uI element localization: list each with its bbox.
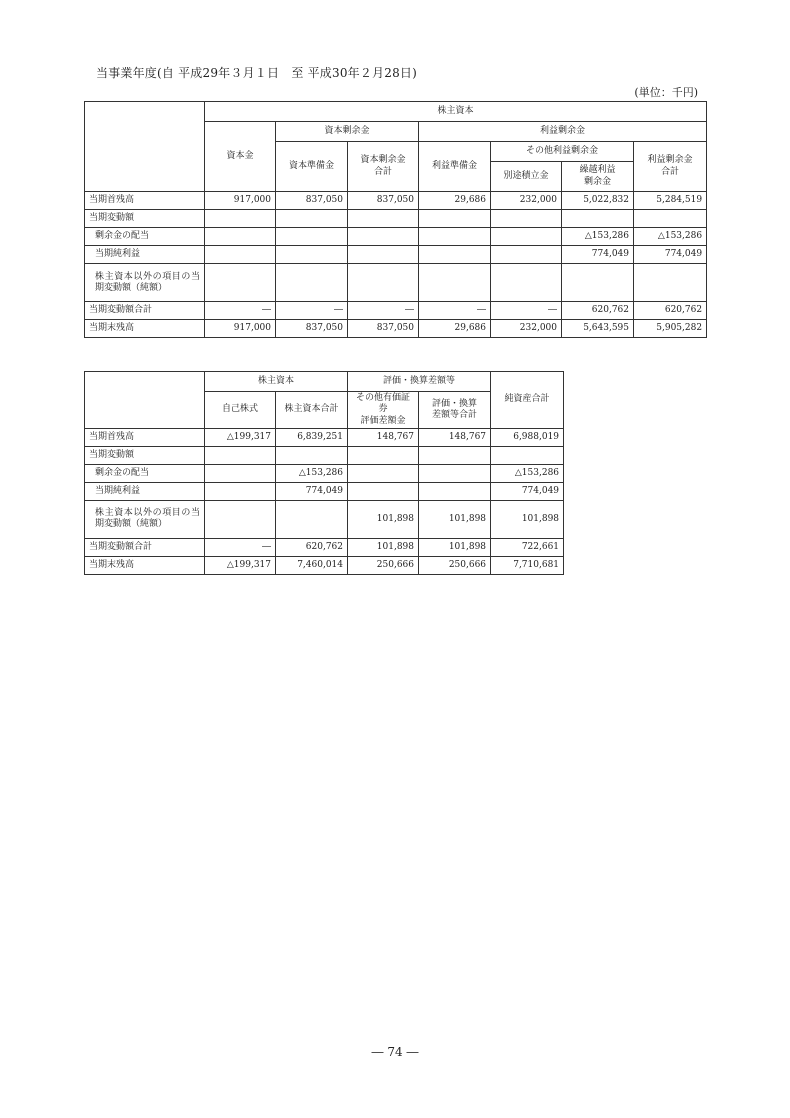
table-row (85, 210, 707, 228)
page-number: ― 74 ― (371, 1045, 419, 1059)
table-cell: ― (348, 302, 419, 320)
table-cell: ― (419, 302, 491, 320)
table-row (85, 302, 707, 320)
table-cell (205, 464, 276, 482)
table-cell: 722,661 (491, 538, 564, 556)
table-cell: 5,905,282 (634, 320, 707, 338)
header-shareholders-equity: 株主資本 (205, 372, 348, 392)
header-net-assets-total: 純資産合計 (491, 372, 564, 429)
header-capital-surplus: 資本剰余金 (276, 122, 419, 142)
table-cell (419, 264, 491, 302)
table-cell (276, 228, 348, 246)
row-label: 株主資本以外の項目の当期変動額（純額） (85, 500, 205, 538)
table-cell: 7,460,014 (276, 556, 348, 574)
table-cell: 837,050 (348, 192, 419, 210)
row-label: 株主資本以外の項目の当期変動額（純額） (85, 264, 205, 302)
table-row (85, 538, 564, 556)
header-valuation-total: 評価・換算 差額等合計 (419, 392, 491, 429)
table-cell: 774,049 (562, 246, 634, 264)
table-cell: 5,284,519 (634, 192, 707, 210)
table-cell: ― (205, 538, 276, 556)
table-cell (348, 246, 419, 264)
header-carried-forward: 繰越利益 剰余金 (562, 162, 634, 192)
table-cell (205, 210, 276, 228)
table-cell (276, 446, 348, 464)
table-cell (205, 264, 276, 302)
header-capital-stock: 資本金 (205, 122, 276, 192)
table-cell: 101,898 (419, 500, 491, 538)
table-cell: 837,050 (276, 192, 348, 210)
table-cell (348, 482, 419, 500)
table-cell (419, 482, 491, 500)
table-cell (562, 210, 634, 228)
table-cell: 6,988,019 (491, 428, 564, 446)
table-cell: 101,898 (419, 538, 491, 556)
table-cell (419, 246, 491, 264)
row-label: 当期変動額合計 (85, 538, 205, 556)
table-cell: 7,710,681 (491, 556, 564, 574)
table-cell (205, 446, 276, 464)
table-cell (491, 264, 562, 302)
row-label: 当期変動額合計 (85, 302, 205, 320)
table-cell: △153,286 (562, 228, 634, 246)
table-cell: 148,767 (348, 428, 419, 446)
table-cell: 620,762 (634, 302, 707, 320)
equity-changes-table-1 (84, 101, 707, 338)
table-cell (205, 246, 276, 264)
table-row (85, 500, 564, 538)
table-cell (491, 228, 562, 246)
table-cell: 837,050 (348, 320, 419, 338)
table-cell (419, 210, 491, 228)
row-label: 剰余金の配当 (85, 464, 205, 482)
table-cell: 29,686 (419, 320, 491, 338)
table-row (85, 320, 707, 338)
table-cell (634, 210, 707, 228)
table-row (85, 228, 707, 246)
table-row (85, 464, 564, 482)
table-cell: △153,286 (276, 464, 348, 482)
table-cell (205, 228, 276, 246)
row-label: 当期首残高 (85, 192, 205, 210)
table-cell: 232,000 (491, 192, 562, 210)
header-retained-earnings: 利益剰余金 (419, 122, 707, 142)
header-valuation: 評価・換算差額等 (348, 372, 491, 392)
table-cell: 29,686 (419, 192, 491, 210)
table-cell (276, 210, 348, 228)
header-shareholders-equity: 株主資本 (205, 102, 707, 122)
table-cell: 250,666 (348, 556, 419, 574)
table-cell: 917,000 (205, 320, 276, 338)
header-retained-total: 利益剰余金 合計 (634, 142, 707, 192)
table-row (85, 246, 707, 264)
table-row (85, 556, 564, 574)
table-cell: 6,839,251 (276, 428, 348, 446)
table-cell: ― (491, 302, 562, 320)
table-cell (276, 264, 348, 302)
row-label: 当期純利益 (85, 482, 205, 500)
table-cell: 620,762 (562, 302, 634, 320)
table-cell (491, 246, 562, 264)
table-cell: △199,317 (205, 428, 276, 446)
table-cell: 837,050 (276, 320, 348, 338)
header-securities-valuation: その他有価証券 評価差額金 (348, 392, 419, 429)
table-cell (562, 264, 634, 302)
row-label: 当期末残高 (85, 320, 205, 338)
table-row (85, 192, 707, 210)
row-label: 当期変動額 (85, 446, 205, 464)
table-cell: 774,049 (491, 482, 564, 500)
row-label: 剰余金の配当 (85, 228, 205, 246)
table-cell (419, 446, 491, 464)
table-cell (634, 264, 707, 302)
table-row (85, 482, 564, 500)
table-cell: △153,286 (634, 228, 707, 246)
equity-changes-table-2 (84, 371, 564, 575)
header-capital-surplus-total: 資本剰余金 合計 (348, 142, 419, 192)
table-cell (348, 228, 419, 246)
table-cell (276, 246, 348, 264)
header-other-retained: その他利益剰余金 (491, 142, 634, 162)
table-cell: 250,666 (419, 556, 491, 574)
table-cell (419, 464, 491, 482)
table-cell: 101,898 (348, 538, 419, 556)
table-cell (491, 446, 564, 464)
table-cell: 5,022,832 (562, 192, 634, 210)
row-label: 当期変動額 (85, 210, 205, 228)
header-treasury-stock: 自己株式 (205, 392, 276, 429)
table-cell: 232,000 (491, 320, 562, 338)
row-label: 当期純利益 (85, 246, 205, 264)
table-cell: 620,762 (276, 538, 348, 556)
table-cell: 774,049 (634, 246, 707, 264)
table-row (85, 446, 564, 464)
table-cell: △153,286 (491, 464, 564, 482)
header-legal-retained: 利益準備金 (419, 142, 491, 192)
table-cell (348, 446, 419, 464)
table-cell: 774,049 (276, 482, 348, 500)
table-row (85, 264, 707, 302)
table-cell: 101,898 (348, 500, 419, 538)
header-general-reserve: 別途積立金 (491, 162, 562, 192)
table-cell (348, 464, 419, 482)
table-cell: △199,317 (205, 556, 276, 574)
table-cell (205, 482, 276, 500)
table-cell: 148,767 (419, 428, 491, 446)
row-label: 当期首残高 (85, 428, 205, 446)
table-cell: ― (276, 302, 348, 320)
table-cell: ― (205, 302, 276, 320)
table-cell (491, 210, 562, 228)
header-blank (85, 372, 205, 429)
table-cell (419, 228, 491, 246)
table-cell: 917,000 (205, 192, 276, 210)
table-cell (348, 210, 419, 228)
table-cell (276, 500, 348, 538)
row-label: 当期末残高 (85, 556, 205, 574)
table-row (85, 428, 564, 446)
period-title: 当事業年度(自 平成29年３月１日 至 平成30年２月28日) (96, 66, 418, 80)
header-capital-reserve: 資本準備金 (276, 142, 348, 192)
header-blank (85, 102, 205, 192)
table-cell (348, 264, 419, 302)
table-cell (205, 500, 276, 538)
table-cell: 101,898 (491, 500, 564, 538)
table-cell: 5,643,595 (562, 320, 634, 338)
header-equity-total: 株主資本合計 (276, 392, 348, 429)
unit-label: (単位：千円) (634, 86, 698, 99)
